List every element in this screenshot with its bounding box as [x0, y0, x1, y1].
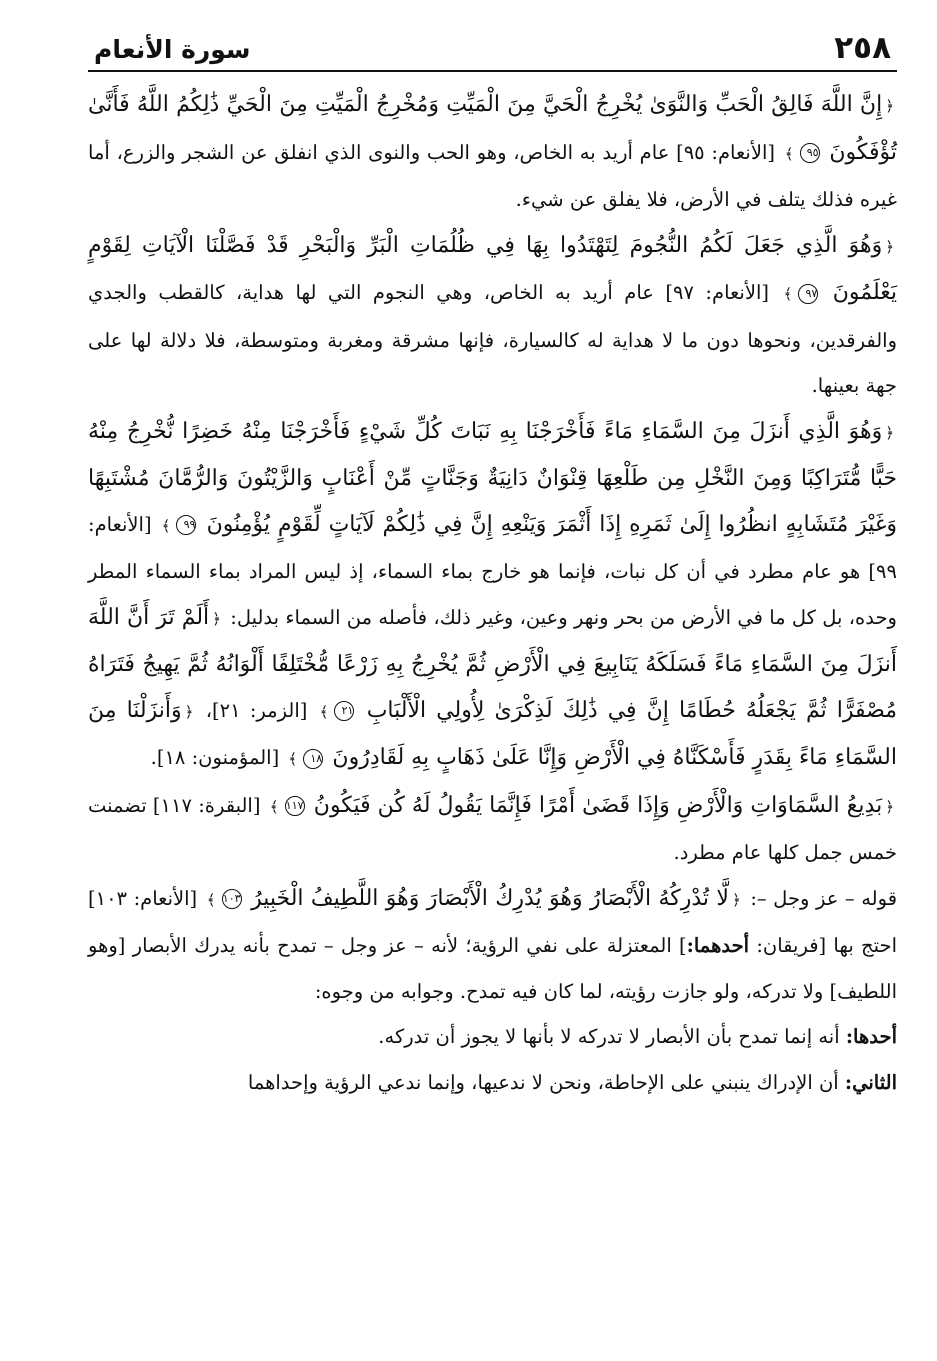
commentary-text: [الأنعام: ٩٥] عام أريد به الخاص، وهو الحب والنوى الذي انفلق عن الشجر والزرع، أما غيره فذلك يتلف في الأرض، فلا يفلق عن شيء. — [88, 140, 897, 211]
book-page — [88, 18, 897, 1331]
quran-open-bracket: ﴿ — [885, 423, 894, 442]
surah-title: سورة الأنعام — [94, 35, 251, 64]
paragraph-2 — [88, 223, 897, 409]
ayah-number-marker: ١٨ — [303, 749, 323, 769]
quran-close-bracket: ﴾ — [288, 750, 298, 768]
bold-term: أحدهما: — [686, 934, 750, 957]
quran-verse: وَهُوَ الَّذِي أَنزَلَ مِنَ السَّمَاءِ مَاءً فَأَخْرَجْنَا بِهِ نَبَاتَ كُلِّ شَيْءٍ فَأَخْرَجْنَا مِنْهُ خَضِرًا نُّخْرِجُ مِنْهُ حَبًّا مُّتَرَاكِبًا وَمِنَ النَّخْلِ مِن طَلْعِهَا قِنْوَانٌ دَانِيَةٌ وَجَنَّاتٍ مِّنْ أَعْنَابٍ وَالزَّيْتُونَ وَالرُّمَّانَ مُشْتَبِهًا وَغَيْرَ مُتَشَابِهٍ انظُرُوا إِلَىٰ ثَمَرِهِ إِذَا أَثْمَرَ وَيَنْعِهِ إِنَّ فِي ذَٰلِكُمْ لَآيَاتٍ لِّقَوْمٍ يُؤْمِنُونَ — [88, 418, 898, 537]
commentary-text: أنه إنما تمدح بأن الأبصار لا تدركه لا بأنها لا يجوز أن تدركه. — [378, 1025, 840, 1048]
citation-text: [الزمر: ٢١]، — [205, 698, 308, 722]
quran-verse: إِنَّ اللَّهَ فَالِقُ الْحَبِّ وَالنَّوَىٰ يُخْرِجُ الْحَيَّ مِنَ الْمَيِّتِ وَمُخْرِجُ الْمَيِّتِ مِنَ الْحَيِّ ذَٰلِكُمُ اللَّهُ فَأَنَّىٰ تُؤْفَكُونَ — [88, 92, 897, 165]
quran-open-bracket: ﴿ — [885, 797, 895, 816]
paragraph-7 — [88, 1060, 897, 1106]
quran-close-bracket: ﴾ — [206, 890, 216, 909]
quran-close-bracket: ﴾ — [784, 144, 794, 163]
ayah-number-marker: ٩٧ — [798, 284, 818, 304]
paragraph-5 — [88, 876, 897, 1015]
paragraph-4 — [88, 783, 897, 876]
commentary-text: ] المعتزلة على نفي الرؤية؛ لأنه – عز وجل – تمدح بأنه يدرك الأبصار [وهو اللطيف] ولا تدركه، ولو جازت رؤيته، لما كان فيه تمدح. وجوابه من وجوه: — [88, 934, 897, 1003]
quran-open-bracket: ﴿ — [885, 237, 894, 256]
ayah-number-marker: ١٠٣ — [222, 889, 242, 909]
quran-open-bracket: ﴿ — [212, 609, 221, 628]
bold-term: أحدها: — [845, 1025, 897, 1048]
bold-term: الثاني: — [844, 1070, 897, 1094]
citation-text: [المؤمنون: ١٨]. — [150, 746, 280, 769]
paragraph-3 — [88, 409, 897, 783]
quran-close-bracket: ﴾ — [269, 797, 279, 816]
ayah-number-marker: ١١٧ — [285, 796, 305, 816]
lead-text: قوله – عز وجل –: — [750, 886, 898, 910]
commentary-text: [البقرة: ١١٧] تضمنت خمس جمل كلها عام مطرد. — [88, 793, 897, 864]
quran-open-bracket: ﴿ — [885, 97, 894, 115]
quran-open-bracket: ﴿ — [731, 890, 741, 909]
paragraph-6 — [88, 1014, 897, 1060]
page-number: ٢٥٨ — [834, 30, 891, 66]
page-header — [88, 18, 897, 72]
commentary-text: [الأنعام: ١٠٣] احتج بها [فريقان: — [88, 886, 897, 957]
quran-verse-zumar: أَلَمْ تَرَ أَنَّ اللَّهَ أَنزَلَ مِنَ السَّمَاءِ مَاءً فَسَلَكَهُ يَنَابِيعَ فِي الْأَرْضِ ثُمَّ يُخْرِجُ بِهِ زَرْعًا مُّخْتَلِفًا أَلْوَانُهُ ثُمَّ يَهِيجُ فَتَرَاهُ مُصْفَرًّا ثُمَّ يَجْعَلُهُ حُطَامًا إِنَّ فِي ذَٰلِكَ لَذِكْرَىٰ لِأُولِي الْأَلْبَابِ — [88, 604, 898, 723]
commentary-text: أن الإدراك ينبني على الإحاطة، ونحن لا ندعيها، وإنما ندعي الرؤية وإحداهما — [247, 1070, 839, 1094]
quran-verse: لَّا تُدْرِكُهُ الْأَبْصَارُ وَهُوَ يُدْرِكُ الْأَبْصَارَ وَهُوَ اللَّطِيفُ الْخَبِيرُ — [251, 885, 729, 911]
quran-verse: بَدِيعُ السَّمَاوَاتِ وَالْأَرْضِ وَإِذَا قَضَىٰ أَمْرًا فَإِنَّمَا يَقُولُ لَهُ كُن فَيَكُونُ — [313, 792, 883, 818]
quran-close-bracket: ﴾ — [161, 516, 171, 535]
quran-verse-muminun: وَأَنزَلْنَا مِنَ السَّمَاءِ مَاءً بِقَدَرٍ فَأَسْكَنَّاهُ فِي الْأَرْضِ وَإِنَّا عَلَىٰ ذَهَابٍ بِهِ لَقَادِرُونَ — [88, 697, 897, 770]
quran-close-bracket: ﴾ — [319, 702, 329, 721]
paragraph-1 — [88, 82, 897, 223]
page-body — [88, 82, 897, 1105]
ayah-number-marker: ٩٩ — [176, 515, 196, 535]
quran-close-bracket: ﴾ — [783, 285, 793, 303]
quran-verse: وَهُوَ الَّذِي جَعَلَ لَكُمُ النُّجُومَ لِتَهْتَدُوا بِهَا فِي ظُلُمَاتِ الْبَرِّ وَالْبَحْرِ قَدْ فَصَّلْنَا الْآيَاتِ لِقَوْمٍ يَعْلَمُونَ — [88, 232, 897, 305]
ayah-number-marker: ٢١ — [334, 701, 354, 721]
ayah-number-marker: ٩٥ — [800, 143, 820, 163]
quran-open-bracket: ﴿ — [184, 702, 194, 721]
commentary-text: [الأنعام: ٩٧] عام أريد به الخاص، وهي النجوم التي لها هداية، كالقطب والجدي والفرقدين، ونحوها دون ما لا هداية له كالسيارة، فإنها مشرقة ومغربة ومتوسطة، فلا دلالة لها على جهة بعينها. — [88, 281, 897, 397]
commentary-text: [الأنعام: ٩٩] هو عام مطرد في أن كل نبات، فإنما هو خارج بماء السماء، إذ ليس المراد بماء السماء المطر وحده، بل كل ما في الأرض من بحر ونهر وعين، وغير ذلك، فأصله من السماء بدليل: — [88, 512, 897, 629]
